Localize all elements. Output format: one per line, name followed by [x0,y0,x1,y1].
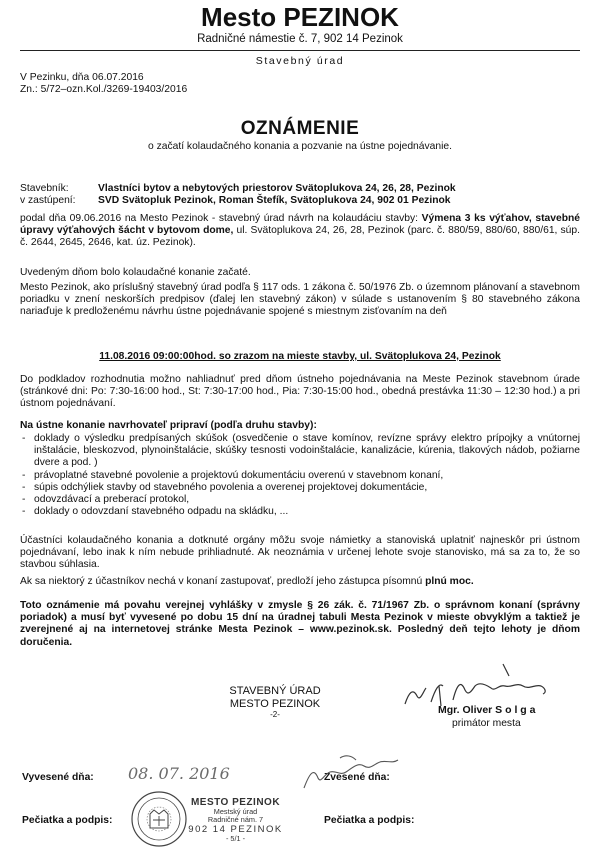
signer-name: Mgr. Oliver S o l g a [438,704,536,716]
documents-paragraph: Do podkladov rozhodnutia možno nahliadnuť pred dňom ústneho pojednávania na Meste Pezinok stavebnom úrade (stránkové dni: Po: 7:30-16:00 hod., St: 7:30-17:00 hod., Pia: 7:30-15:00 hod., obedná prestávka 11:30 – 12:30 hod.) a pri ústnom pojednávaní. [20,374,580,410]
municipal-seal-icon [130,790,188,848]
signer-role: primátor mesta [452,718,521,729]
clerk-signature [300,750,410,795]
requirements-title: Na ústne konanie navrhovateľ pripraví (podľa druhu stavby): [20,420,317,431]
power-of-attorney: plnú moc. [425,576,474,587]
office-name: Stavebný úrad [255,55,345,67]
proceedings-started: Uvedeným dňom bolo kolaudačné konanie začaté. [20,267,251,278]
requirements-list [20,433,580,518]
public-notice-paragraph: Toto oznámenie má povahu verejnej vyhlášky v zmysle § 26 zák. č. 71/1967 Zb. o správnom konaní (správny poriadok) a musí byť vyvesené po dobu 15 dní na úradnej tabuli Mesta Pezinok v mieste obvyklým a taktiež je zverejnené aj na internetovej stránke Mesta Pezinok – www.pezinok.sk. Posledný deň tejto lehoty je dňom doručenia. [20,600,580,648]
notice-subtitle: o začatí kolaudačného konania a pozvanie na ústne pojednávanie. [148,141,452,152]
list-item: - právoplatné stavebné povolenie a projektovú dokumentáciu overenú v stavebnom konaní, [22,469,444,481]
date-line: V Pezinku, dňa 06.07.2016 [20,72,144,83]
builder-value: Vlastníci bytov a nebytových priestorov Svätoplukova 24, 26, 28, Pezinok [98,183,456,194]
construction-name: Výmena 3 ks výťahov, stavebné úpravy výťahových šácht v bytovom dome, [20,213,580,237]
application-text-c: ul. Svätoplukova 24, 26, 28, Pezinok (parc. č. 880/59, 880/60, 880/61, súp. č. 2644, 2645, 2646, kat. úz. Pezinok). [20,225,580,249]
power-of-attorney-paragraph: Ak sa niektorý z účastníkov nechá v konaní zastupovať, predloží jeho zástupca písomnú plnú moc. [20,576,474,587]
city-title: Mesto PEZINOK [201,2,399,32]
list-item: - odovzdávací a preberací protokol, [22,494,190,506]
reference-number: Zn.: 5/72–ozn.Kol./3269-19403/2016 [20,84,188,95]
municipal-office-stamp: MESTO PEZINOK Mestský úrad Radničné nám. 7 902 14 PEZINOK - 5/1 - [188,797,283,843]
list-item: - doklady o odovzdaní stavebného odpadu na skládku, ... [22,506,289,518]
posted-date-label: Vyvesené dňa: [22,772,94,783]
list-item: - doklady o výsledku predpísaných skúšok (osvedčenie o stave komínov, revízne správy elektro prípojky a vnútornej inštalácie, bleskozvod, plynoinštalácie, skúšky tesnosti vodoinštalácie, kanalizácie, kúrenia, tlakových nádob, požiarne dvere a pod. ) [22,433,580,469]
authority-paragraph: Mesto Pezinok, ako príslušný stavebný úrad podľa § 117 ods. 1 zákona č. 50/1976 Zb. o územnom plánovaní a stavebnom poriadku v znení neskorších predpisov (ďalej len stavebný zákon) v súlade s ustanovením § 80 stavebného zákona nariaďuje k predloženému návrhu ústne pojednávanie spojené s miestnym zisťovaním na deň [20,282,580,318]
notice-title: OZNÁMENIE [240,118,360,139]
stamp-signature-label-left: Pečiatka a podpis: [22,815,113,826]
list-item: - súpis odchýliek stavby od stavebného povolenia a overenej projektovej dokumentácie, [22,481,428,493]
application-text-a: podal dňa 09.06.2016 na Mesto Pezinok - stavebný úrad návrh na kolaudáciu stavby: [20,213,422,224]
hearing-date-line: 11.08.2016 09:00:00hod. so zrazom na mieste stavby, ul. Svätoplukova 24, Pezinok [99,351,501,362]
page-number: -2- [270,710,280,719]
header-divider [20,50,580,51]
stamp-signature-label-right: Pečiatka a podpis: [324,815,415,826]
representative-value: SVD Svätopluk Pezinok, Roman Štefík, Svätoplukova 24, 902 01 Pezinok [98,195,451,206]
application-paragraph [20,213,580,250]
city-address: Radničné námestie č. 7, 902 14 Pezinok [197,33,403,45]
objections-paragraph: Účastníci kolaudačného konania a dotknuté orgány môžu svoje námietky a stanoviská uplatniť najneskôr pri ústnom pojednávaní, lebo inak k ním nebude prihliadnuté. Ak neoznámia v určenej lehote svoje stanovisko, má sa za to, že so stavbou súhlasia. [20,535,580,571]
builder-label: Stavebník: [20,183,69,194]
office-stamp-text: STAVEBNÝ ÚRAD MESTO PEZINOK -2- [215,685,335,720]
representative-label: v zastúpení: [20,195,76,206]
posted-date-value: 08. 07. 2016 [128,764,230,783]
removed-date-label: Zvesené dňa: [324,772,390,783]
